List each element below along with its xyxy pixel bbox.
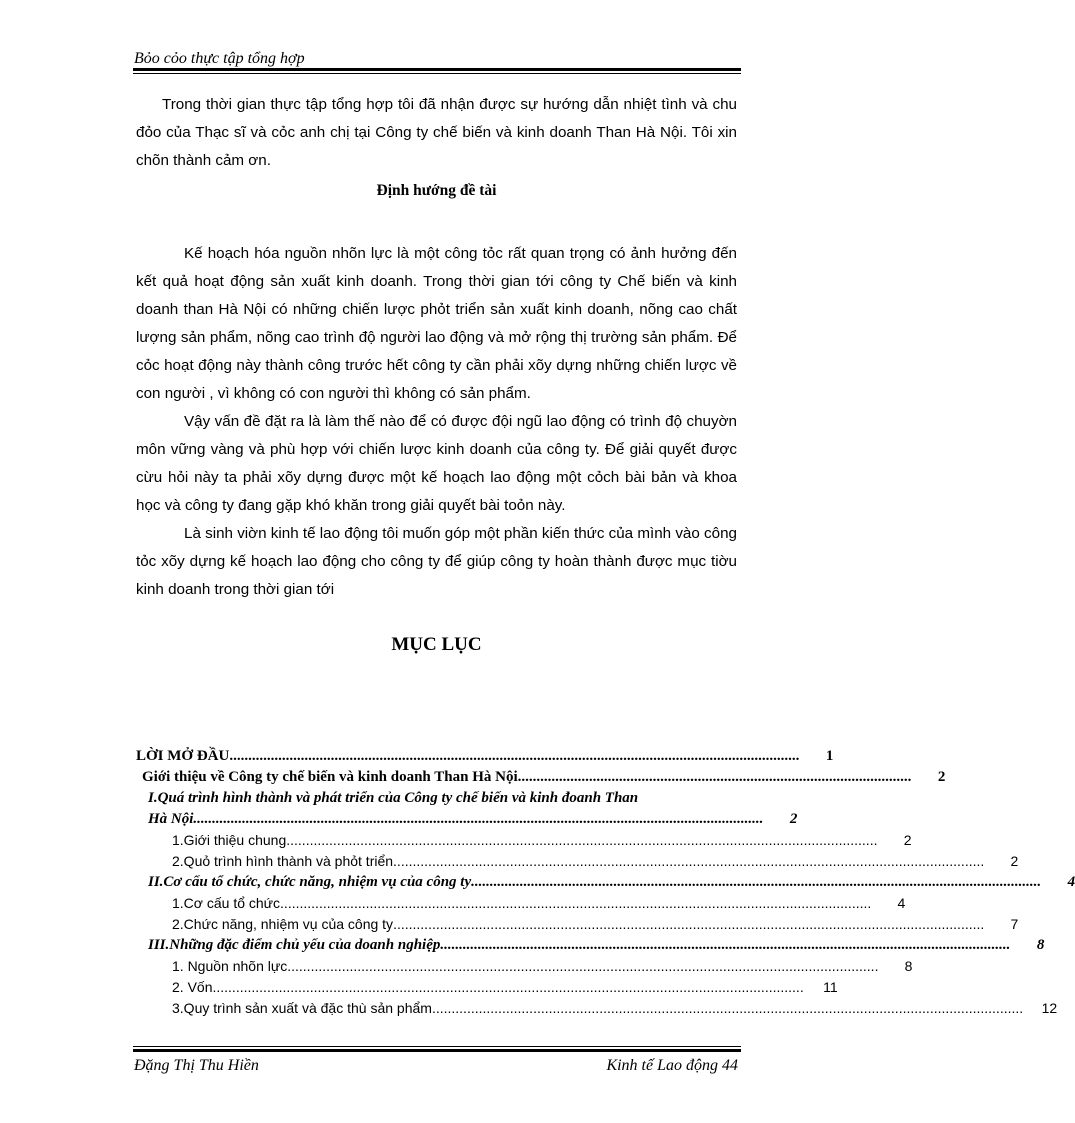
toc-entry-page: 8 bbox=[904, 958, 913, 974]
toc-entry-page: 2 bbox=[903, 832, 912, 848]
toc-entry[interactable] bbox=[136, 916, 1019, 937]
toc-leader-dots: ......................................................................................................... bbox=[517, 769, 912, 785]
toc-entry-label: 3.Quy trình sản xuất và đặc thù sản phẩm bbox=[172, 1000, 432, 1016]
toc-leader-dots: ........................................................................................................................................................ bbox=[440, 937, 1011, 953]
toc-entry-label: 1. Nguồn nhõn lực bbox=[172, 958, 288, 974]
toc-leader-dots: ........................................................................................................................................................ bbox=[229, 748, 800, 764]
orientation-body bbox=[136, 240, 737, 604]
body-paragraph: Kế hoạch hóa nguồn nhõn lực là một công tỏc rất quan trọng có ảnh hưởng đến kết quả hoạt động sản xuất kinh doanh. Trong thời gian tới công ty Chế biến và kinh doanh than Hà Nội có những chiến lược phỏt triển sản xuất kinh doanh, nõng cao chất lượng sản phẩm, nõng cao trình độ người lao động và mở rộng thị trường sản phẩm. Để cỏc hoạt động này thành công trước hết công ty cần phải xõy dựng những chiến lược về con người , vì không có con người thì không có sản phẩm. bbox=[136, 245, 737, 402]
toc-entry[interactable] bbox=[136, 853, 1019, 874]
acknowledgement-text: Trong thời gian thực tập tổng hợp tôi đã nhận được sự hướng dẫn nhiệt tình và chu đỏo của Thạc sĩ và cỏc anh chị tại Công ty chế biến và kinh doanh Than Hà Nội. Tôi xin chõn thành cảm ơn. bbox=[136, 96, 737, 169]
toc-leader-dots: ........................................................................................................................................................ bbox=[393, 916, 985, 932]
toc-entry-label: 2.Chức năng, nhiệm vụ của công ty bbox=[172, 916, 394, 932]
acknowledgement-paragraph bbox=[136, 91, 737, 175]
toc-entry[interactable] bbox=[136, 832, 912, 853]
toc-entry-wrapped-first-line[interactable] bbox=[136, 790, 738, 811]
toc-entry-label: Giới thiệu về Công ty chế biến và kinh doanh Than Hà Nội bbox=[142, 769, 518, 785]
table-of-contents bbox=[136, 748, 1075, 1021]
toc-entry[interactable] bbox=[136, 895, 906, 916]
toc-entry-page: 11 bbox=[823, 979, 838, 995]
toc-entry-label: 2. Vốn bbox=[172, 979, 213, 995]
toc-entry-label: 2.Quỏ trình hình thành và phỏt triển bbox=[172, 853, 394, 869]
toc-entry-page: 2 bbox=[1010, 853, 1019, 869]
header-rule bbox=[133, 68, 741, 71]
toc-entry[interactable] bbox=[136, 811, 798, 832]
footer-rule-thin bbox=[133, 1046, 741, 1047]
toc-entry-page: 4 bbox=[897, 895, 906, 911]
toc-entry-page: 4 bbox=[1067, 874, 1075, 890]
toc-leader-dots: ........................................................................................................................................................ bbox=[280, 895, 872, 911]
toc-entry-label: 1.Cơ cấu tổ chức bbox=[172, 895, 281, 911]
toc-entry-label: I.Quá trình hình thành và phát triển của Công ty chế biến và kinh đoanh Than bbox=[148, 790, 639, 806]
footer-author: Đặng Thị Thu Hiền bbox=[134, 1057, 259, 1074]
toc-heading: MỤC LỤC bbox=[391, 634, 482, 655]
toc-entry-page: 12 bbox=[1041, 1000, 1058, 1016]
toc-entry[interactable] bbox=[136, 874, 1075, 895]
footer-course: Kinh tế Lao động 44 bbox=[606, 1057, 738, 1074]
toc-entry-label: LỜI MỞ ĐẦU bbox=[136, 748, 230, 764]
toc-entry-page: 2 bbox=[937, 769, 946, 785]
toc-entry[interactable] bbox=[136, 937, 1045, 958]
toc-entry-page: 8 bbox=[1036, 937, 1045, 953]
toc-entry-page: 2 bbox=[789, 811, 798, 827]
toc-leader-dots: ........................................................................................................................................................ bbox=[193, 811, 764, 827]
toc-entry-page: 7 bbox=[1010, 916, 1019, 932]
toc-entry[interactable] bbox=[136, 958, 913, 979]
page-header-title: Bỏo cỏo thực tập tổng hợp bbox=[134, 50, 305, 67]
toc-entry-page: 1 bbox=[825, 748, 834, 764]
toc-entry[interactable] bbox=[136, 1000, 1058, 1021]
toc-entry[interactable] bbox=[136, 748, 834, 769]
toc-leader-dots: ........................................................................................................................................................ bbox=[471, 874, 1042, 890]
footer-rule bbox=[133, 1049, 741, 1052]
toc-leader-dots: ........................................................................................................................................................ bbox=[393, 853, 985, 869]
body-paragraph: Là sinh viờn kinh tế lao động tôi muốn góp một phần kiến thức của mình vào công tỏc xõy dựng kế hoạch lao động cho công ty để giúp công ty hoàn thành được mục tiờu kinh doanh trong thời gian tới bbox=[136, 525, 737, 598]
toc-entry[interactable] bbox=[136, 769, 946, 790]
toc-entry-label-continuation: Hà Nội bbox=[148, 811, 194, 827]
toc-entry-label: 1.Giới thiệu chung bbox=[172, 832, 287, 848]
toc-entry-label: III.Những đặc điểm chủ yếu của doanh nghiệp bbox=[148, 937, 441, 953]
toc-leader-dots: ........................................................................................................................................................ bbox=[286, 832, 878, 848]
body-paragraph: Vậy vấn đề đặt ra là làm thế nào để có được đội ngũ lao động có trình độ chuyờn môn vững vàng và phù hợp với chiến lược kinh doanh của công ty. Để giải quyết được cừu hỏi này ta phải xõy dựng được một kế hoạch lao động một cỏch bài bản và khoa học và công ty đang gặp khó khăn trong giải quyết bài toỏn này. bbox=[136, 413, 737, 514]
toc-leader-dots: ........................................................................................................................................................ bbox=[431, 1000, 1024, 1016]
header-rule-thin bbox=[133, 73, 741, 74]
toc-entry-label: II.Cơ cấu tổ chức, chức năng, nhiệm vụ của công ty bbox=[148, 874, 472, 890]
section-heading-orientation: Định hướng đề tài bbox=[376, 182, 497, 199]
toc-leader-dots: ........................................................................................................................................................ bbox=[287, 958, 879, 974]
toc-entry[interactable] bbox=[136, 979, 838, 1000]
toc-leader-dots: ........................................................................................................................................................ bbox=[212, 979, 804, 995]
